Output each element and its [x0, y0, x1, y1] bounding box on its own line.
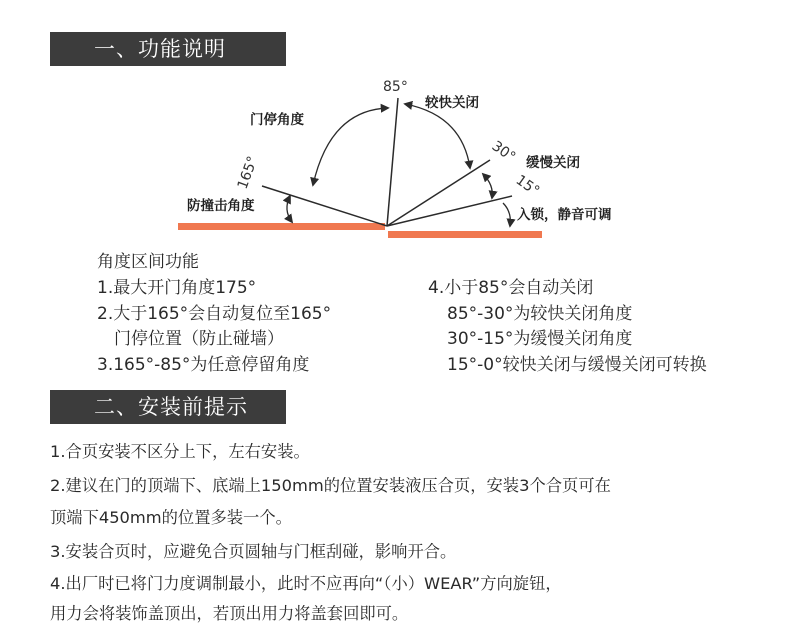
angle-85-label: 85°: [383, 79, 408, 95]
arc-lock: [503, 203, 510, 226]
label-lock: 入锁，静音可调: [517, 207, 612, 223]
label-fast-close: 较快关闭: [425, 95, 479, 111]
function-right-4: 15°-0°较快关闭与缓慢关闭可转换: [447, 355, 707, 375]
arc-fast-close: [405, 104, 470, 168]
label-anti-collision: 防撞击角度: [187, 198, 255, 214]
arc-anti-collision: [287, 196, 292, 222]
angle-30-label: 30°: [488, 138, 519, 166]
function-left-4: 3.165°-85°为任意停留角度: [97, 355, 310, 375]
install-tip-2-cont: 顶端下450mm的位置多装一个。: [50, 508, 292, 527]
function-right-1: 4.小于85°会自动关闭: [428, 278, 594, 298]
line-165: [262, 186, 387, 226]
arc-door-stop: [313, 108, 388, 185]
function-left-2: 2.大于165°会自动复位至165°: [97, 304, 332, 324]
functions-heading: 角度区间功能: [97, 252, 199, 272]
function-right-3: 30°-15°为缓慢关闭角度: [447, 329, 633, 349]
angle-diagram: [0, 70, 800, 250]
door-bar-left: [178, 223, 385, 230]
label-slow-close: 缓慢关闭: [526, 155, 580, 171]
line-15: [387, 196, 512, 226]
arc-slow-close: [483, 174, 492, 198]
install-tip-2: 2.建议在门的顶端下、底端上150mm的位置安装液压合页，安装3个合页可在: [50, 476, 611, 495]
label-door-stop: 门停角度: [250, 112, 304, 128]
section-header-install-tips: 二、安装前提示: [50, 390, 286, 424]
install-tip-4-cont: 用力会将装饰盖顶出，若顶出用力将盖套回即可。: [50, 604, 409, 623]
angle-165-label: 165°: [234, 154, 262, 192]
function-left-3: 门停位置（防止碰墙）: [114, 329, 284, 349]
line-30: [387, 160, 490, 226]
function-left-1: 1.最大开门角度175°: [97, 278, 257, 298]
install-tip-3: 3.安装合页时，应避免合页圆轴与门框刮碰，影响开合。: [50, 542, 457, 561]
angle-15-label: 15°: [512, 172, 543, 200]
door-bar-right: [388, 231, 542, 238]
install-tip-1: 1.合页安装不区分上下，左右安装。: [50, 442, 310, 461]
line-85: [387, 98, 398, 226]
install-tip-4: 4.出厂时已将门力度调制最小，此时不应再向“（小）WEAR”方向旋钮，: [50, 574, 562, 593]
function-right-2: 85°-30°为较快关闭角度: [447, 304, 633, 324]
section-header-functions: 一、功能说明: [50, 32, 286, 66]
